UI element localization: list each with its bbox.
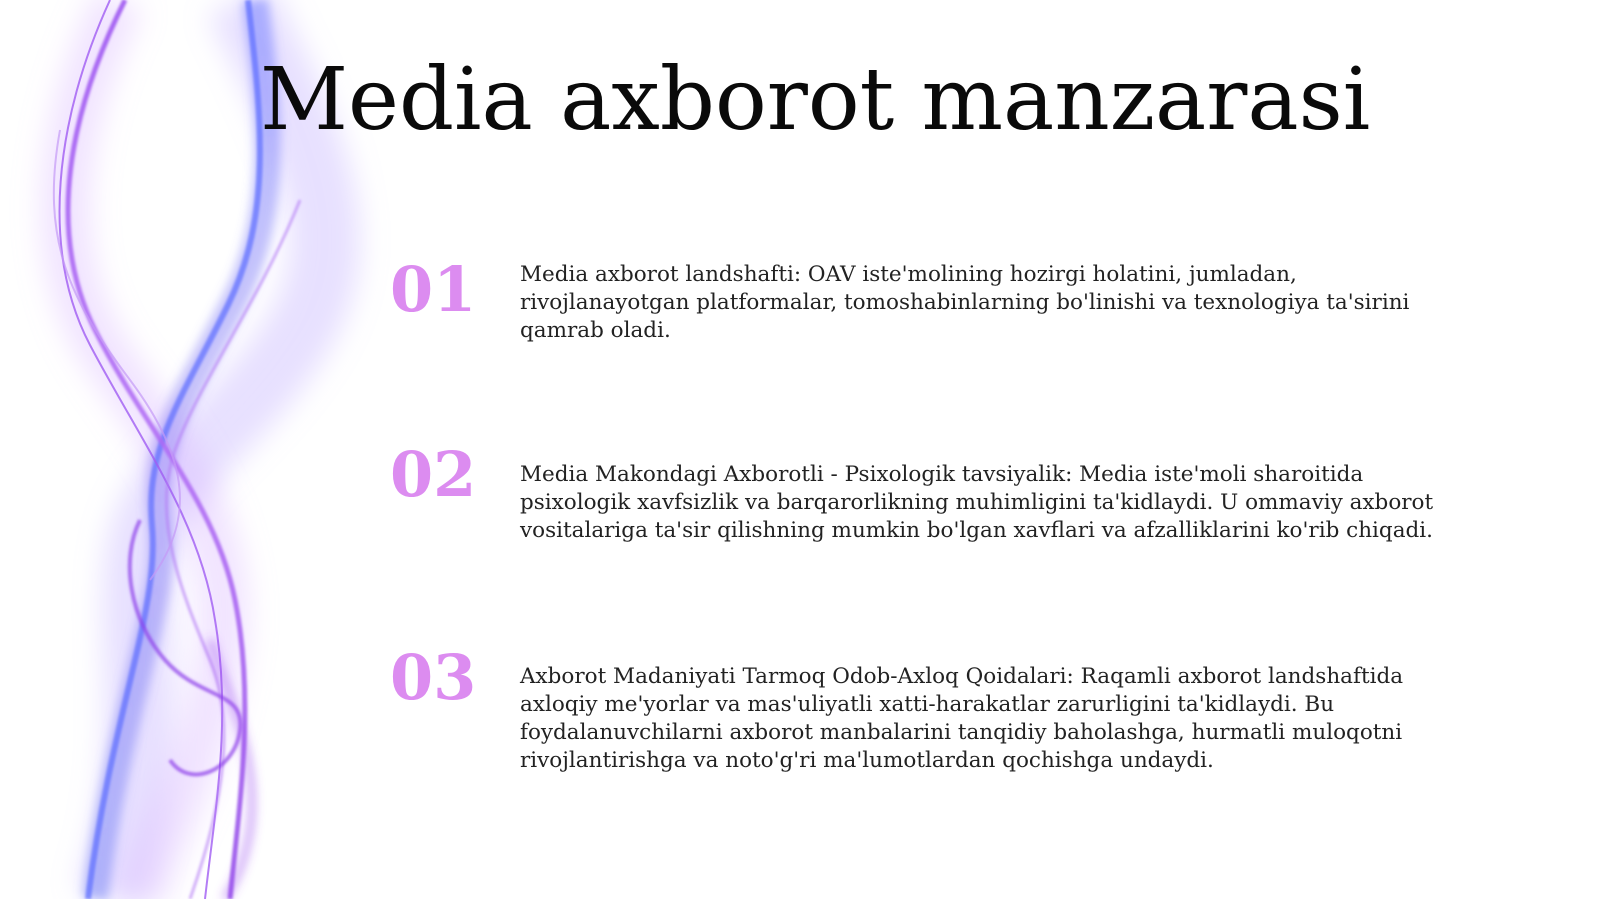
item-number: 01	[390, 253, 477, 326]
item-text: Axborot Madaniyati Tarmoq Odob-Axloq Qoidalari: Raqamli axborot landshaftida axloqiy me'yorlar va mas'uliyatli xatti-harakatlar zarurligini ta'kidlaydi. Bu foydalanuvchilarni axborot manbalarini tanqidiy baholashga, hurmatli muloqotni rivojlantirishga va noto'g'ri ma'lumotlardan qochishga undaydi.	[520, 664, 1404, 773]
slide-title: Media axborot manzarasi	[260, 50, 1371, 150]
item-number: 03	[390, 641, 477, 714]
item-text: Media axborot landshafti: OAV iste'molining hozirgi holatini, jumladan, rivojlanayotgan platformalar, tomoshabinlarning bo'linishi va texnologiya ta'sirini qamrab oladi.	[520, 262, 1410, 343]
item-text: Media Makondagi Axborotli - Psixologik tavsiyalik: Media iste'moli sharoitida psixologik xavfsizlik va barqarorlikning muhimligini ta'kidlaydi. U ommaviy axborot vositalariga ta'sir qilishning mumkin bo'lgan xavflari va afzalliklarini ko'rib chiqadi.	[520, 462, 1434, 543]
item-number: 02	[390, 438, 477, 511]
